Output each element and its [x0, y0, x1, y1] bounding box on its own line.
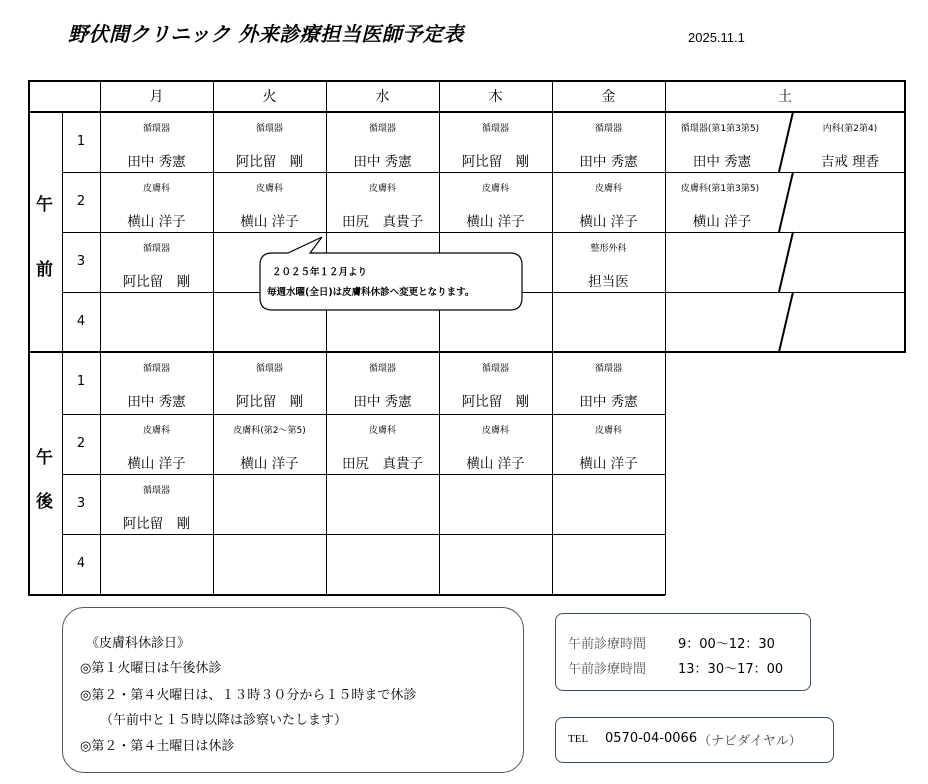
cell-doctor: 横山 洋子: [240, 214, 299, 230]
day-header: 金: [601, 89, 616, 105]
cell-doctor: 担当医: [588, 274, 629, 290]
cell-specialty: 循環器: [142, 244, 170, 254]
row-number: 2: [76, 194, 86, 209]
cell-doctor: 阿比留 剛: [461, 394, 530, 410]
tel-label: TEL: [568, 733, 589, 745]
cell-specialty: 皮膚科: [255, 184, 283, 194]
cell-specialty: 循環器: [368, 124, 396, 134]
cell-specialty: 皮膚科: [594, 184, 622, 194]
sat-specialty: 皮膚科(第1第3第5): [680, 184, 760, 194]
sat-doctor: 吉戒 理香: [820, 154, 880, 170]
cell-specialty: 循環器: [255, 364, 283, 374]
sat-specialty: 循環器(第1第3第5): [680, 124, 760, 134]
day-header: 月: [149, 89, 164, 105]
pm-hours-value: 13：30～17：00: [678, 662, 784, 677]
cell-specialty: 循環器: [142, 364, 170, 374]
cell-doctor: 田中 秀憲: [579, 394, 638, 410]
am-side-label: 午: [36, 195, 53, 215]
tel-note: （ナビダイヤル）: [698, 734, 802, 749]
pm-side-label: 後: [36, 492, 53, 512]
cell-doctor: 阿比留 剛: [122, 274, 191, 290]
sat-doctor: 田中 秀憲: [692, 154, 752, 170]
am-hours-value: 9：00～12：30: [678, 637, 775, 652]
cell-specialty: 皮膚科: [481, 184, 509, 194]
day-header: 土: [778, 89, 792, 105]
cell-doctor: 田中 秀憲: [579, 154, 638, 170]
cell-doctor: 阿比留 剛: [235, 394, 304, 410]
cell-doctor: 田尻 真貴子: [342, 214, 423, 230]
cell-doctor: 田中 秀憲: [353, 394, 412, 410]
cell-doctor: 横山 洋子: [240, 456, 299, 472]
day-header: 水: [375, 89, 390, 105]
cell-doctor: 横山 洋子: [579, 456, 638, 472]
cell-doctor: 横山 洋子: [466, 456, 525, 472]
callout-line-1: ２０２５年１２月より: [272, 267, 368, 278]
row-number: 1: [76, 134, 86, 149]
cell-doctor: 横山 洋子: [579, 214, 638, 230]
cell-specialty: 循環器: [142, 124, 170, 134]
cell-specialty: 皮膚科: [368, 184, 396, 194]
notes-item: （午前中と１５時以降は診察いたします）: [100, 713, 348, 728]
am-hours-label: 午前診療時間: [568, 637, 647, 652]
cell-specialty: 皮膚科: [368, 426, 396, 436]
row-number: 4: [76, 556, 86, 571]
pm-hours-label: 午前診療時間: [568, 662, 647, 677]
cell-specialty: 整形外科: [590, 244, 627, 254]
cell-specialty: 循環器: [255, 124, 283, 134]
cell-specialty: 循環器: [481, 124, 509, 134]
row-number: 4: [76, 314, 86, 329]
sat-doctor: 横山 洋子: [692, 214, 752, 230]
cell-specialty: 循環器: [142, 486, 170, 496]
cell-doctor: 横山 洋子: [127, 214, 186, 230]
day-header: 木: [488, 89, 503, 105]
cell-doctor: 田尻 真貴子: [342, 456, 423, 472]
row-number: 1: [76, 374, 86, 389]
row-number: 3: [76, 496, 86, 511]
cell-specialty: 循環器: [368, 364, 396, 374]
tel-number: 0570-04-0066: [605, 731, 698, 746]
day-header: 火: [262, 89, 277, 105]
issue-date: 2025.11.1: [688, 30, 745, 45]
hours-box: [555, 613, 811, 691]
notes-item: ◎第２・第４土曜日は休診: [80, 739, 235, 754]
cell-specialty: 循環器: [594, 124, 622, 134]
cell-doctor: 阿比留 剛: [461, 154, 530, 170]
cell-doctor: 阿比留 剛: [122, 516, 191, 532]
cell-specialty: 皮膚科(第2～第5): [233, 426, 306, 436]
cell-specialty: 循環器: [481, 364, 509, 374]
row-number: 2: [76, 436, 86, 451]
cell-specialty: 皮膚科: [594, 426, 622, 436]
sat-specialty: 内科(第2第4): [822, 124, 878, 134]
cell-doctor: 横山 洋子: [466, 214, 525, 230]
cell-specialty: 皮膚科: [142, 184, 170, 194]
callout-line-2: 毎週水曜(全日)は皮膚科休診へ変更となります。: [267, 287, 475, 298]
cell-specialty: 皮膚科: [142, 426, 170, 436]
cell-specialty: 循環器: [594, 364, 622, 374]
am-side-label: 前: [36, 260, 53, 280]
cell-specialty: 皮膚科: [481, 426, 509, 436]
cell-doctor: 田中 秀憲: [127, 394, 186, 410]
page-title: 野伏間クリニック 外来診療担当医師予定表: [68, 22, 464, 46]
notes-item: ◎第２・第４火曜日は、１３時３０分から１５時まで休診: [80, 688, 417, 703]
cell-doctor: 阿比留 剛: [235, 154, 304, 170]
cell-doctor: 田中 秀憲: [127, 154, 186, 170]
pm-side-label: 午: [36, 448, 53, 468]
row-number: 3: [76, 254, 86, 269]
cell-doctor: 田中 秀憲: [353, 154, 412, 170]
notes-heading: 《皮膚科休診日》: [86, 636, 191, 651]
cell-doctor: 横山 洋子: [127, 456, 186, 472]
notes-item: ◎第１火曜日は午後休診: [80, 661, 222, 676]
